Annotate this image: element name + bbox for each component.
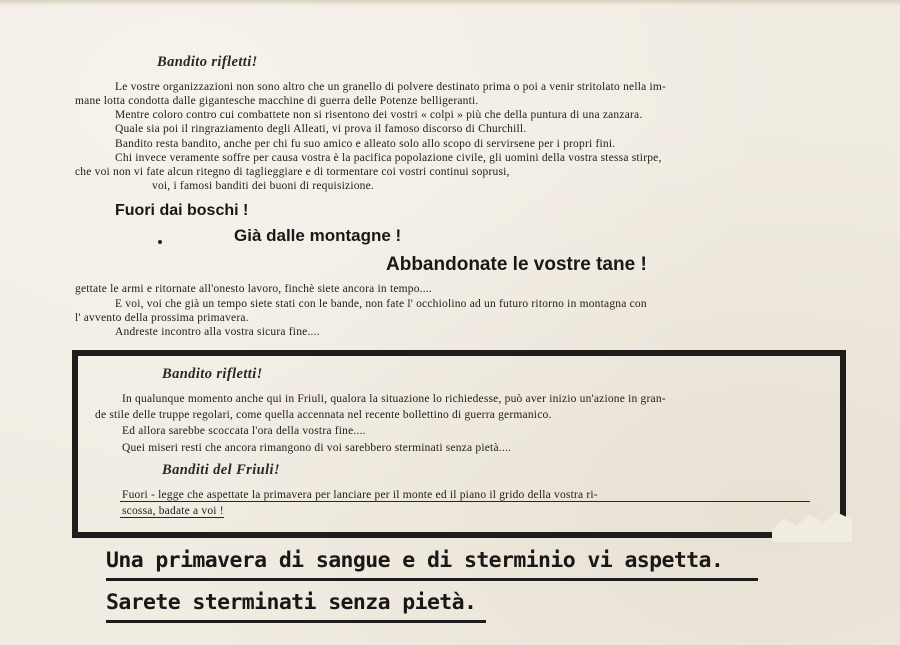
box-line-2: de stile delle truppe regolari, come quella accennata nel recente bollettino di guerra germanico. (95, 409, 552, 421)
section1-line-3: Mentre coloro contro cui combattete non si risentono dei vostri « colpi » più che della puntura di una zanzara. (115, 109, 643, 121)
slogan-line-1: Fuori dai boschi ! (115, 202, 249, 219)
section1-line-2: mane lotta condotta dalle gigantesche macchine di guerra delle Potenze belligeranti. (75, 95, 479, 107)
box-line-3: Ed allora sarebbe scoccata l'ora della vostra fine.... (122, 425, 366, 437)
section2-line-1: gettate le armi e ritornate all'onesto lavoro, finchè siete ancora in tempo.... (75, 283, 432, 295)
section1-line-1: Le vostre organizzazioni non sono altro che un granello di polvere destinato prima o poi a venir stritolato nella im- (115, 81, 667, 93)
box-heading-2: Banditi del Friuli! (162, 462, 280, 478)
box-closing-line-2: scossa, badate a voi ! (122, 505, 224, 517)
section2-line-3: l' avvento della prossima primavera. (75, 312, 249, 324)
ink-dot (158, 240, 162, 244)
slogan-line-3: Abbandonate le vostre tane ! (386, 254, 647, 275)
box-closing-underline-2 (120, 517, 224, 518)
box-closing-underline-1 (120, 501, 810, 502)
slogan-line-2: Già dalle montagne ! (234, 226, 402, 245)
paper-top-edge (0, 0, 900, 6)
box-heading-1: Bandito rifletti! (162, 366, 263, 382)
section1-line-4: Quale sia poi il ringraziamento degli Alleati, vi prova il famoso discorso di Churchill. (115, 123, 527, 135)
box-line-4: Quei miseri resti che ancora rimangono di voi sarebbero sterminati senza pietà.... (122, 442, 512, 454)
section2-line-4: Andreste incontro alla vostra sicura fine.... (115, 326, 320, 338)
section1-heading: Bandito rifletti! (157, 54, 258, 70)
box-line-1: In qualunque momento anche qui in Friuli, qualora la situazione lo richiedesse, può aver inizio un'azione in gran- (122, 393, 666, 405)
section2-line-2: E voi, voi che già un tempo siete stati con le bande, non fate l' occhiolino ad un futuro ritorno in montagna con (115, 298, 647, 310)
footer-underline-1 (106, 578, 758, 581)
footer-line-2: Sarete sterminati senza pietà. (106, 590, 477, 615)
footer-line-1: Una primavera di sangue e di sterminio vi aspetta. (106, 548, 724, 573)
box-closing-line-1: Fuori - legge che aspettate la primavera per lanciare per il monte ed il piano il grido della vostra ri- (122, 489, 598, 501)
section1-line-6: Chi invece veramente soffre per causa vostra è la pacifica popolazione civile, gli uomini della vostra stessa stirpe, (115, 152, 662, 164)
section1-line-7: che voi non vi fate alcun ritegno di taglieggiare e di tormentare coi vostri continui soprusi, (75, 166, 510, 178)
section1-line-5: Bandito resta bandito, anche per chi fu suo amico e alleato solo allo scopo di servirsene per i propri fini. (115, 138, 616, 150)
section1-line-8: voi, i famosi banditi dei buoni di requisizione. (152, 180, 374, 192)
footer-underline-2 (106, 620, 486, 623)
